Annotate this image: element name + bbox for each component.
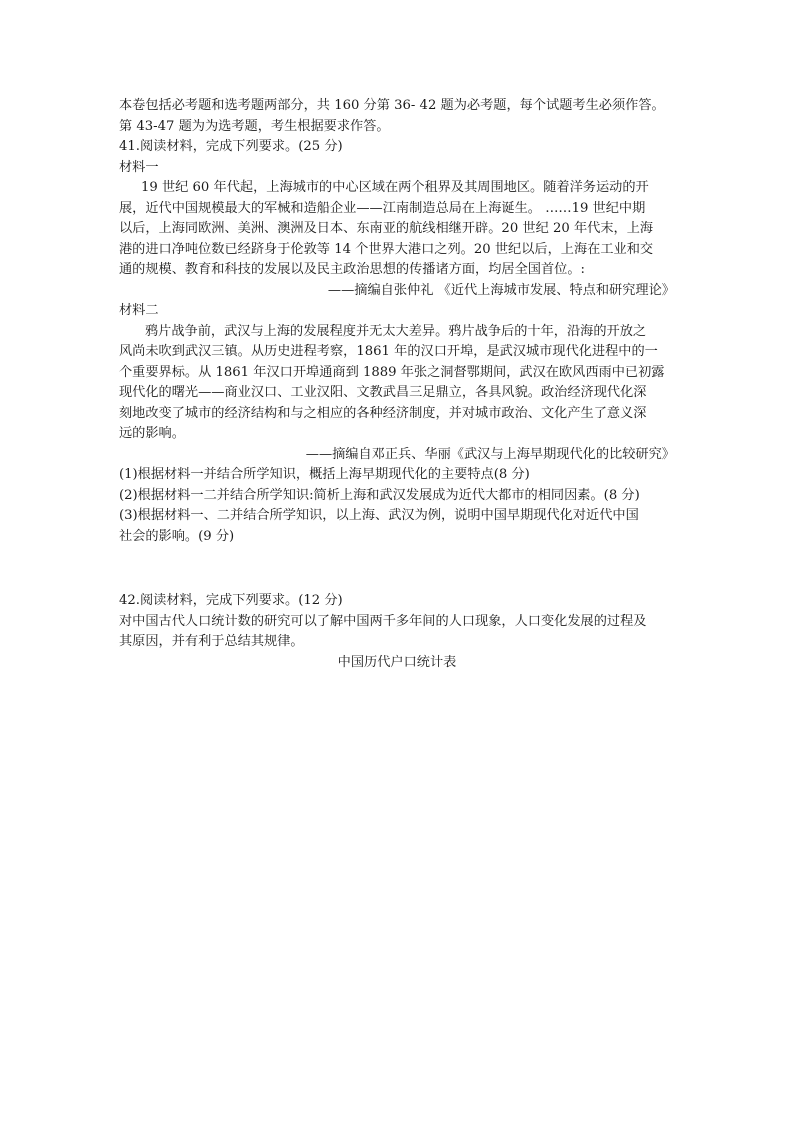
table-title: 中国历代户口统计表 [337, 654, 457, 670]
material-1-paragraph-line: 港的进口净吨位数已经跻身于伦敦等 14 个世界大港口之列。20 世纪以后，上海在工业和交 [119, 241, 654, 257]
material-1-paragraph-line: 展，近代中国规模最大的军械和造船企业——江南制造总局在上海诞生。 ……19 世纪中期 [119, 200, 646, 216]
material-2-paragraph-line: 鸦片战争前，武汉与上海的发展程度并无太大差异。鸦片战争后的十年，沿海的开放之 [145, 323, 647, 339]
material-1-paragraph-line: 19 世纪 60 年代起，上海城市的中心区域在两个租界及其周围地区。随着洋务运动的开 [141, 180, 649, 195]
question-42-text-line: 对中国古代人口统计数的研究可以了解中国两千多年间的人口现象，人口变化发展的过程及 [119, 613, 647, 629]
material-2-paragraph-line: 远的影响。 [119, 426, 185, 441]
question-41-subquestion: (3)根据材料一、二并结合所学知识，以上海、武汉为例，说明中国早期现代化对近代中国 [119, 508, 639, 523]
question-41-subquestion: 社会的影响。(9 分) [119, 528, 235, 544]
material-1-label: 材料一 [119, 159, 159, 175]
material-1-paragraph-line: 通的规模、教育和科技的发展以及民主政治思想的传播诸方面，均居全国首位。: [119, 262, 586, 277]
material-2-paragraph-line: 刻地改变了城市的经济结构和与之相应的各种经济制度，并对城市政治、文化产生了意义深 [119, 405, 647, 421]
question-42-text-line: 其原因，并有利于总结其规律。 [119, 634, 304, 649]
material-1-source: ——摘编自张仲礼 《近代上海城市发展、特点和研究理论》 [327, 282, 675, 298]
exam-content [119, 96, 675, 673]
material-2-paragraph-line: 个重要界标。从 1861 年汉口开埠通商到 1889 年张之洞督鄂期间，武汉在欧风西雨中已初露 [119, 364, 665, 380]
material-2-paragraph-line: 现代化的曙光——商业汉口、工业汉阳、文教武昌三足鼎立，各具风貌。政治经济现代化深 [119, 385, 647, 400]
material-2-source: ——摘编自邓正兵、华丽《武汉与上海早期现代化的比较研究》 [305, 446, 675, 462]
question-41-title: 41.阅读材料，完成下列要求。(25 分) [119, 139, 343, 154]
material-1-paragraph-line: 以后，上海同欧洲、美洲、澳洲及日本、东南亚的航线相继开辟。20 世纪 20 年代末，上海 [119, 221, 654, 236]
section-spacer [119, 547, 675, 591]
question-42-title: 42.阅读材料，完成下列要求。(12 分) [119, 593, 343, 608]
material-2-label: 材料二 [119, 303, 159, 318]
intro-line: 第 43-47 题为为选考题，考生根据要求作答。 [119, 118, 390, 134]
question-41-subquestion: (1)根据材料一并结合所学知识，概括上海早期现代化的主要特点(8 分) [119, 467, 530, 482]
material-2-paragraph-line: 风尚未吹到武汉三镇。从历史进程考察，1861 年的汉口开埠，是武汉城市现代化进程中的一 [119, 344, 658, 359]
intro-line: 本卷包括必考题和选考题两部分，共 160 分第 36- 42 题为必考题，每个试题考生必须作答。 [119, 98, 665, 113]
question-41-subquestion: (2)根据材料一二并结合所学知识:简析上海和武汉发展成为近代大都市的相同因素。(8 分) [119, 487, 640, 503]
